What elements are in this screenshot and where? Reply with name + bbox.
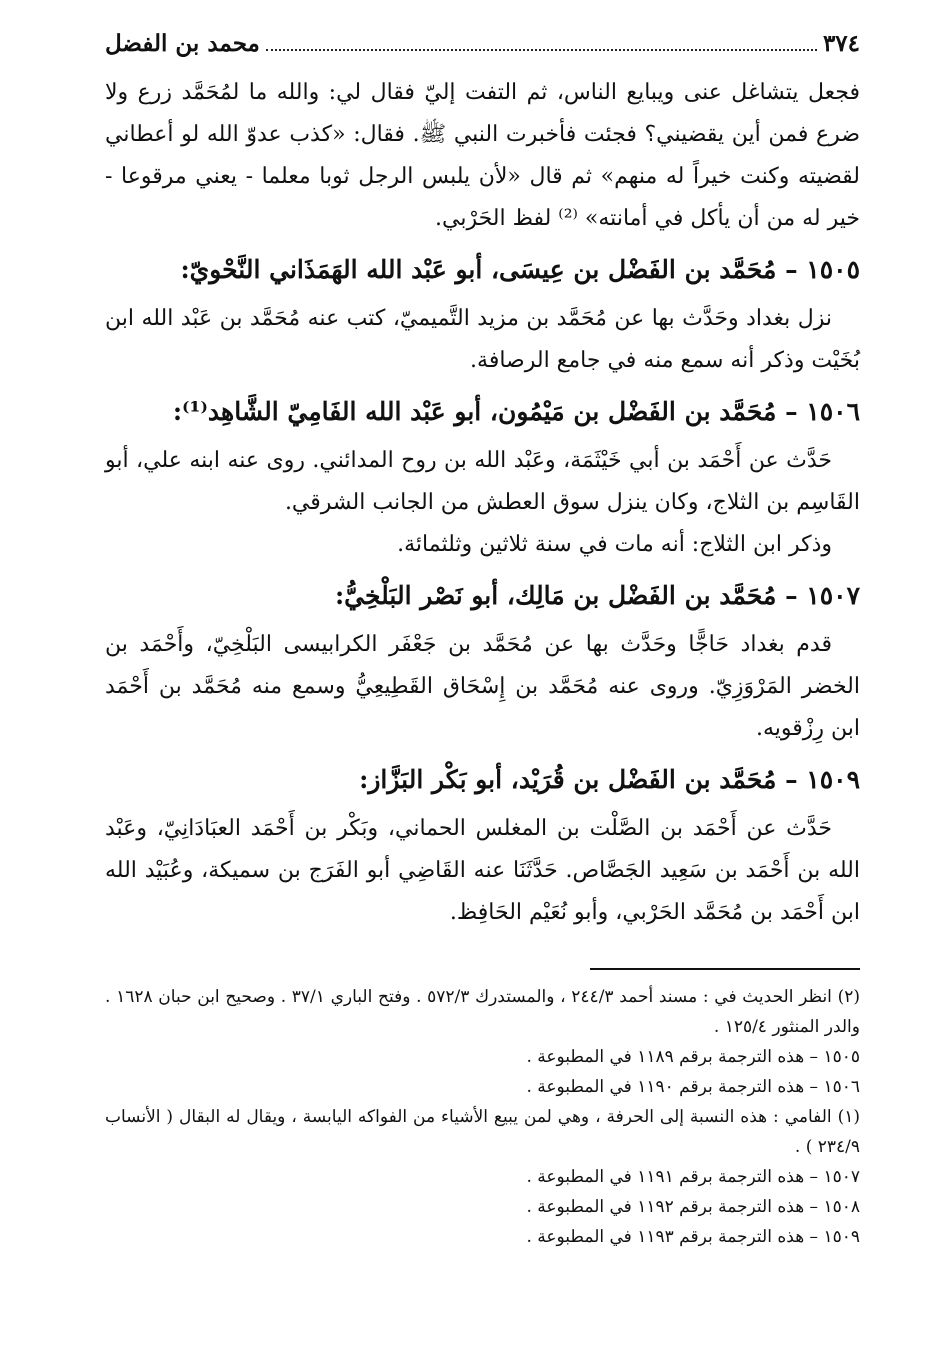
footnote-separator <box>590 968 860 970</box>
entry-title: ١٥٠٦ – مُحَمَّد بن الفَضْل بن مَيْمُون، أبو عَبْد الله الفَامِيّ الشَّاهِد⁽¹⁾: <box>172 397 860 426</box>
footnotes <box>105 982 860 1252</box>
entry-title: ١٥٠٩ – مُحَمَّد بن الفَضْل بن قُرَيْد، أبو بَكْر البَزَّاز: <box>359 765 860 794</box>
book-page <box>105 30 860 1252</box>
running-title: محمد بن الفضل <box>105 30 260 57</box>
entry-title: ١٥٠٧ – مُحَمَّد بن الفَضْل بن مَالِك، أبو نَصْر البَلْخِيُّ: <box>334 581 860 610</box>
entry-paragraph: حَدَّث عن أَحْمَد بن أبي خَيْثَمَة، وعَبْد الله بن روح المدائني. روى عنه ابنه علي، أبو القَاسِم بن الثلاج، وكان ينزل سوق العطش من الجانب الشرقي. <box>105 448 860 515</box>
running-header <box>105 30 860 72</box>
header-dotted-leader <box>266 35 817 51</box>
footnote: ١٥٠٦ – هذه الترجمة برقم ١١٩٠ في المطبوعة . <box>526 1077 860 1097</box>
entry-title: ١٥٠٥ – مُحَمَّد بن الفَضْل بن عِيسَى، أبو عَبْد الله الهَمَذَاني النَّحْويّ: <box>180 255 860 284</box>
entry-paragraph: حَدَّث عن أَحْمَد بن الصَّلْت بن المغلس الحماني، وبَكْر بن أَحْمَد العبَادَانِيّ، وعَبْد الله بن أَحْمَد بن سَعِيد الجَصَّاص. حَدَّثَنَا عنه القَاضِي أبو الفَرَج بن سميكة، وعُبَيْد الله ابن أَحْمَد بن مُحَمَّد الحَرْبي، وأبو نُعَيْم الحَافِظ. <box>105 816 860 925</box>
footnote: (١) الفامي : هذه النسبة إلى الحرفة ، وهي لمن يبيع الأشياء من الفواكه اليابسة ، ويقال له البقال ( الأنساب ٢٣٤/٩ ) . <box>105 1107 860 1157</box>
entry-1505 <box>105 244 860 382</box>
entry-paragraph: وذكر ابن الثلاج: أنه مات في سنة ثلاثين وثلثمائة. <box>397 532 832 557</box>
footnote: (٢) انظر الحديث في : مسند أحمد ٢٤٤/٣ ، والمستدرك ٥٧٢/٣ . وفتح الباري ٣٧/١ . وصحيح ابن حبان ١٦٢٨ . والدر المنثور ١٢٥/٤ . <box>105 987 860 1037</box>
entry-1509 <box>105 754 860 934</box>
entry-1506 <box>105 386 860 566</box>
footnote: ١٥٠٧ – هذه الترجمة برقم ١١٩١ في المطبوعة . <box>526 1167 860 1187</box>
footnote: ١٥٠٨ – هذه الترجمة برقم ١١٩٢ في المطبوعة . <box>526 1197 860 1217</box>
footnote: ١٥٠٥ – هذه الترجمة برقم ١١٨٩ في المطبوعة . <box>526 1047 860 1067</box>
footnote: ١٥٠٩ – هذه الترجمة برقم ١١٩٣ في المطبوعة . <box>526 1227 860 1247</box>
page-number: ٣٧٤ <box>822 30 860 57</box>
entry-1507 <box>105 570 860 750</box>
entry-paragraph: قدم بغداد حَاجًّا وحَدَّث بها عن مُحَمَّد بن جَعْفَر الكرابيسى البَلْخِيّ، وأَحْمَد بن الخضر المَرْوَزِيّ. وروى عنه مُحَمَّد بن إِسْحَاق القَطِيعِيُّ وسمع منه مُحَمَّد بن أَحْمَد ابن رِزْقويه. <box>105 632 860 741</box>
intro-paragraph: فجعل يتشاغل عنى ويبايع الناس، ثم التفت إليّ فقال لي: والله ما لمُحَمَّد زرع ولا ضرع فمن أين يقضيني؟ فجئت فأخبرت النبي ﷺ. فقال: «كذب عدوّ الله لو أعطاني لقضيته وكنت خيراً له منهم» ثم قال «لأن يلبس الرجل ثوبا معلما - يعني مرقوعا - خير له من أن يأكل في أمانته» ⁽²⁾ لفظ الحَرْبي. <box>105 80 860 231</box>
entry-paragraph: نزل بغداد وحَدَّث بها عن مُحَمَّد بن مزيد التَّميميّ، كتب عنه مُحَمَّد بن عَبْد الله ابن بُخَيْت وذكر أنه سمع منه في جامع الرصافة. <box>105 306 860 373</box>
